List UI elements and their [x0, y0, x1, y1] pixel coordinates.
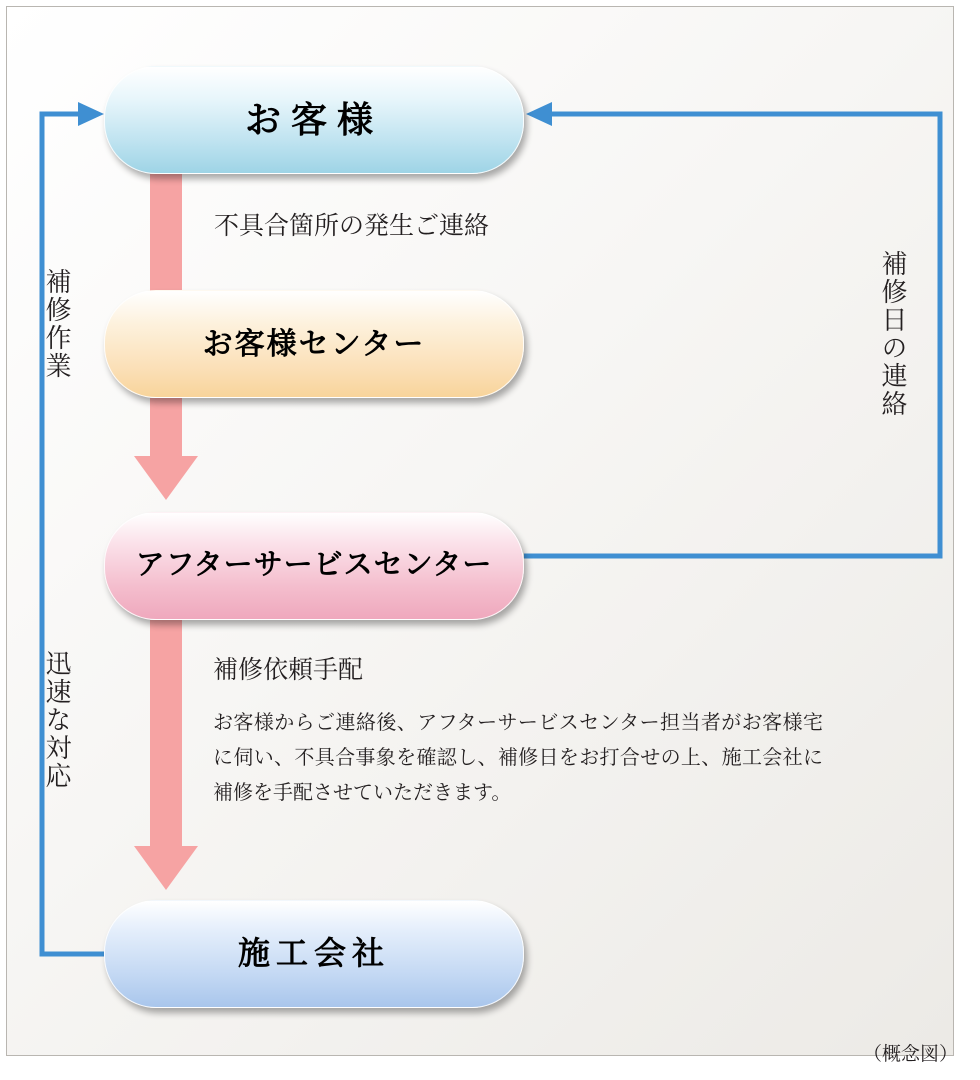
node-customer-label: お客様	[244, 99, 383, 141]
node-construction-company-label: 施工会社	[237, 935, 390, 972]
node-customer-center	[104, 290, 524, 398]
label-repair-date-contact-vertical: 補修日の連絡	[878, 250, 908, 418]
node-customer	[104, 66, 524, 174]
label-quick-response-vertical: 迅速な対応	[42, 650, 72, 790]
label-repair-request: 補修依頼手配	[213, 656, 364, 684]
node-customer-center-label: お客様センター	[202, 327, 426, 361]
caption-conceptual-diagram: （概念図）	[862, 1044, 958, 1065]
label-defect-report: 不具合箇所の発生ご連絡	[214, 212, 490, 240]
node-after-sales-center	[104, 512, 524, 620]
paragraph-repair-process: お客様からご連絡後、アフターサービスセンター担当者がお客様宅に伺い、不具合事象を確認し、補修日をお打合せの上、施工会社に補修を手配させていただきます。	[213, 712, 823, 804]
node-construction-company	[104, 900, 524, 1008]
label-repair-work-vertical: 補修作業	[42, 268, 72, 380]
node-after-sales-center-label: アフターサービスセンター	[135, 549, 493, 582]
